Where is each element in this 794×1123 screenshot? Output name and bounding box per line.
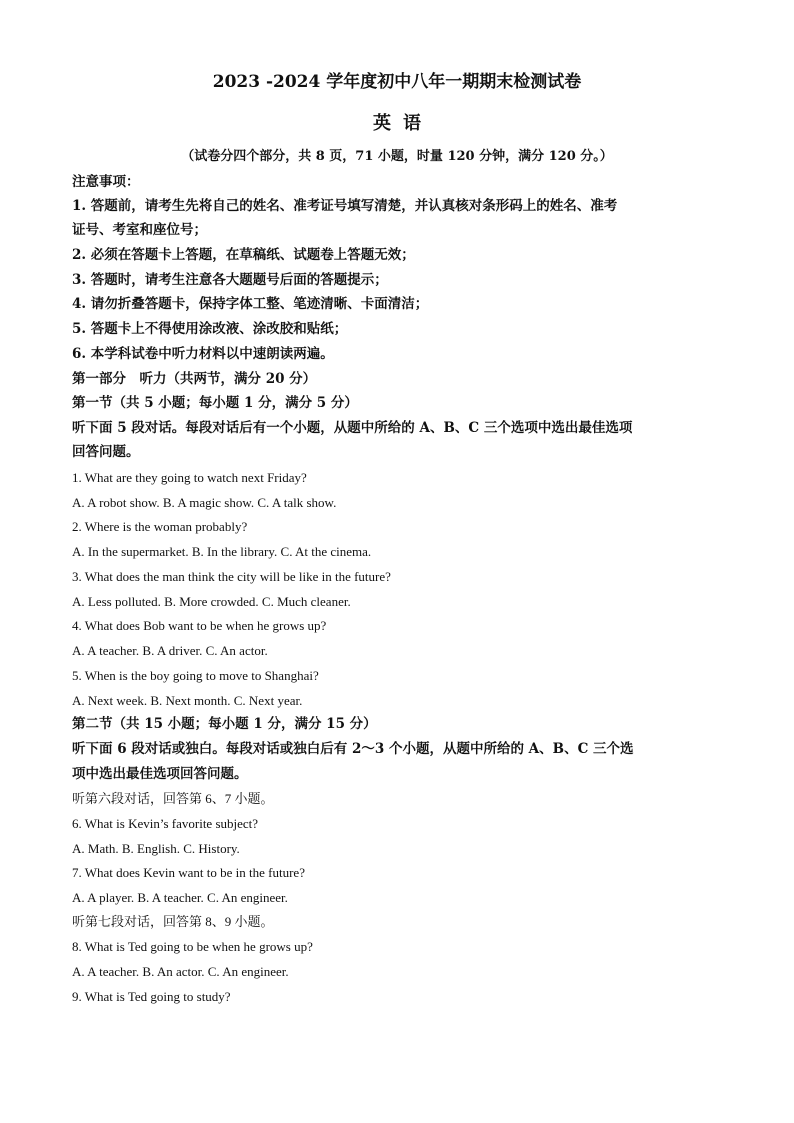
question-3-options: A. Less polluted. B. More crowded. C. Much cleaner. <box>72 594 351 609</box>
notice-item: 证号、考室和座位号； <box>72 222 207 238</box>
notice-heading: 注意事项： <box>72 174 140 190</box>
notice-item: 4. 请勿折叠答题卡，保持字体工整、笔迹清晰、卡面清洁； <box>72 296 429 312</box>
question-4-options: A. A teacher. B. A driver. C. An actor. <box>72 643 268 658</box>
exam-title: 2023 -2024 学年度初中八年一期期末检测试卷 <box>212 72 582 92</box>
question-5-options: A. Next week. B. Next month. C. Next year. <box>72 693 303 708</box>
dialog-7-intro: 听第七段对话，回答第 8、9 小题。 <box>72 914 274 929</box>
question-5: 5. When is the boy going to move to Shanghai? <box>72 668 319 683</box>
section1-heading: 第一节（共 5 小题；每小题 1 分，满分 5 分） <box>72 395 358 411</box>
notice-item: 6. 本学科试卷中听力材料以中速朗读两遍。 <box>72 346 334 362</box>
question-7-options: A. A player. B. A teacher. C. An engineer. <box>72 890 288 905</box>
question-2: 2. Where is the woman probably? <box>72 519 248 534</box>
section2-instruction: 项中选出最佳选项回答问题。 <box>72 766 248 782</box>
question-6: 6. What is Kevin’s favorite subject? <box>72 816 259 831</box>
question-8-options: A. A teacher. B. An actor. C. An engineer. <box>72 964 289 979</box>
question-1-options: A. A robot show. B. A magic show. C. A talk show. <box>72 495 337 510</box>
section1-instruction: 听下面 5 段对话。每段对话后有一个小题，从题中所给的 A、B、C 三个选项中选出最佳选项 <box>72 420 633 436</box>
section2-heading: 第二节（共 15 小题；每小题 1 分，满分 15 分） <box>72 716 377 732</box>
question-9: 9. What is Ted going to study? <box>72 989 231 1004</box>
question-7: 7. What does Kevin want to be in the future? <box>72 865 305 880</box>
section1-instruction: 回答问题。 <box>72 444 140 460</box>
question-6-options: A. Math. B. English. C. History. <box>72 841 240 856</box>
notice-item: 5. 答题卡上不得使用涂改液、涂改胶和贴纸； <box>72 321 348 337</box>
question-2-options: A. In the supermarket. B. In the library. C. At the cinema. <box>72 544 372 559</box>
subject-title: 英语 <box>373 113 433 134</box>
notice-item: 3. 答题时，请考生注意各大题题号后面的答题提示； <box>72 272 388 288</box>
question-8: 8. What is Ted going to be when he grows up? <box>72 939 313 954</box>
notice-item: 1. 答题前，请考生先将自己的姓名、准考证号填写清楚，并认真核对条形码上的姓名、准考 <box>72 198 618 214</box>
section2-instruction: 听下面 6 段对话或独白。每段对话或独白后有 2～3 个小题，从题中所给的 A、B、C 三个选 <box>72 741 634 757</box>
question-4: 4. What does Bob want to be when he grows up? <box>72 618 327 633</box>
notice-item: 2. 必须在答题卡上答题，在草稿纸、试题卷上答题无效； <box>72 247 415 263</box>
question-1: 1. What are they going to watch next Friday? <box>72 470 307 485</box>
dialog-6-intro: 听第六段对话，回答第 6、7 小题。 <box>72 791 274 806</box>
question-3: 3. What does the man think the city will be like in the future? <box>72 569 391 584</box>
exam-note: （试卷分四个部分，共 8 页，71 小题，时量 120 分钟，满分 120 分。） <box>181 149 613 164</box>
part1-heading: 第一部分 听力（共两节，满分 20 分） <box>72 371 317 387</box>
